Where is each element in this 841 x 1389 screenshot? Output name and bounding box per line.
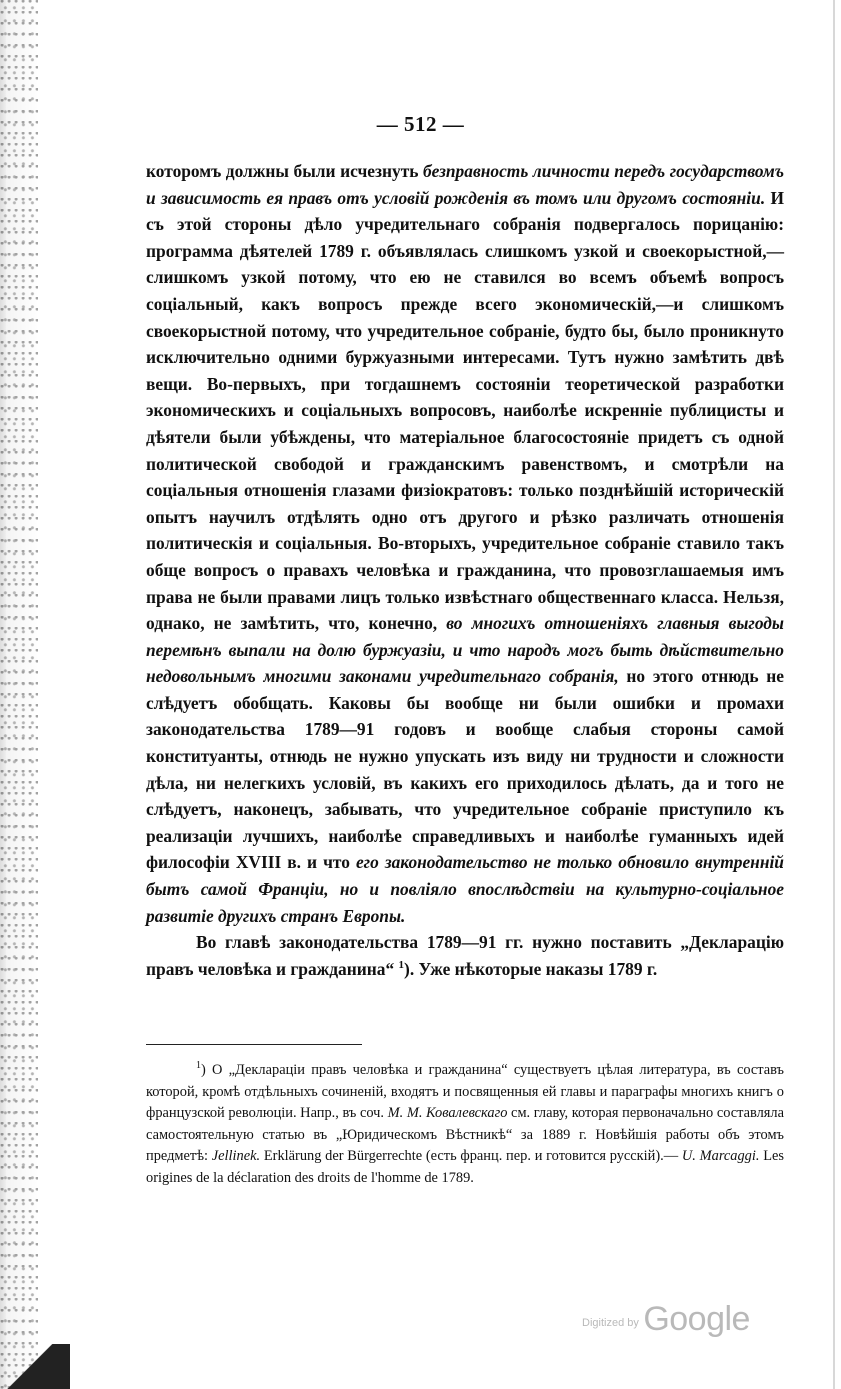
- italic-run: его законодательство не только обновило внутренній бытъ самой Франціи, но и повліяло впослѣдствіи на культурно-соціальное развитіе другихъ странъ Европы.: [146, 852, 784, 926]
- footnote: [146, 1060, 784, 1189]
- footnote-mark: 1: [196, 1060, 201, 1072]
- google-logo: Google: [643, 1300, 750, 1338]
- scan-edge-right: [833, 0, 835, 1389]
- footnote-divider: [146, 1044, 362, 1045]
- footnote-ref[interactable]: 1: [398, 959, 405, 972]
- watermark-caption: Digitized by: [582, 1317, 639, 1329]
- text-run: Во главѣ законодательства 1789—91 гг. нужно поставить „Декларацію правъ человѣка и гражданина“: [146, 932, 784, 979]
- text-run: И съ этой стороны дѣло учредительнаго собранія подвергалось порицанію: программа дѣятелей 1789 г. объявлялась слишкомъ узкой и своекорыстной,—слишкомъ узкой потому, что ею не ставился во всемъ объемѣ вопросъ соціальный, какъ вопросъ прежде всего экономическій,—и слишкомъ своекорыстной потому, что учредительное собраніе, будто бы, было проникнуто исключительно одними буржуазными интересами. Тутъ нужно замѣтить двѣ вещи. Во-первыхъ, при тогдашнемъ состояніи теоретической разработки экономическихъ и соціальныхъ вопросовъ, наиболѣе искренніе публицисты и дѣятели были убѣждены, что матеріальное благосостояніе придетъ съ одной политической свободой и гражданскимъ равенствомъ, и смотрѣли на соціальныя отношенія глазами физіократовъ: только позднѣйшій историческій опытъ научилъ отдѣлять одно отъ другого и рѣзко различать отношенія политическія и соціальныя. Во-вторыхъ, учредительное собраніе ставило такъ обще вопросъ о правахъ человѣка и гражданина, что провозглашаемыя имъ права не были правами лицъ только извѣстнаго общественнаго класса. Нельзя, однако, не замѣтить, что, конечно,: [146, 187, 784, 634]
- text-run: которомъ должны были исчезнуть: [146, 161, 423, 181]
- scan-corner-shadow: [0, 1344, 70, 1389]
- italic-run: Jellinek.: [211, 1148, 261, 1164]
- paragraph: [146, 158, 784, 929]
- text-run: Erklärung der Bürgerrechte (есть франц. пер. и готовится русскій).—: [260, 1148, 682, 1164]
- text-run: см. главу, которая первоначально составляла самостоятельную статью въ „Юридическомъ Вѣстникѣ“ за 1889 г. Новѣйшія работы объ этомъ предметѣ:: [146, 1105, 784, 1164]
- text-run: ). Уже нѣкоторые наказы 1789 г.: [404, 958, 658, 979]
- page-number: — 512 —: [376, 112, 465, 136]
- footnote-text: [146, 1060, 784, 1189]
- text-run: но этого отнюдь не слѣдуетъ обобщать. Каковы бы вообще ни были ошибки и промахи законодательства 1789—91 годовъ и вообще слабыя стороны самой конституанты, отнюдь не нужно упускать изъ виду ни трудности и сложности дѣла, ни нелегкихъ условій, въ какихъ его приходилось дѣлать, да и того не слѣдуетъ, наконецъ, забывать, что учредительное собраніе приступило къ реализаціи лучшихъ, наиболѣе справедливыхъ и наиболѣе гуманныхъ идей философіи XVIII в. и что: [146, 666, 784, 873]
- paragraph: [146, 929, 784, 982]
- italic-run: М. М. Ковалевскаго: [387, 1105, 508, 1121]
- text-run: Les origines de la déclaration des droits de l'homme de 1789.: [146, 1148, 784, 1186]
- scan-noise: [0, 0, 38, 1389]
- digitized-by-google-watermark: [582, 1300, 750, 1339]
- text-run: ) О „Деклараціи правъ человѣка и гражданина“ существуетъ цѣлая литература, въ составъ которой, кромѣ отдѣльныхъ сочиненій, входятъ и посвященныя ей главы и параграфы многихъ книгъ о французской революціи. Напр., въ соч.: [146, 1062, 784, 1121]
- body-text: [146, 158, 784, 982]
- italic-run: U. Marcaggi.: [681, 1148, 760, 1164]
- italic-run: во многихъ отношеніяхъ главныя выгоды перемѣнъ выпали на долю буржуазіи, и что народъ могъ быть дѣйствительно недовольнымъ многими законами учредительнаго собранія,: [146, 613, 784, 687]
- italic-run: безправность личности передъ государствомъ и зависимость ея правъ отъ условій рожденія въ томъ или другомъ состояніи.: [146, 161, 784, 208]
